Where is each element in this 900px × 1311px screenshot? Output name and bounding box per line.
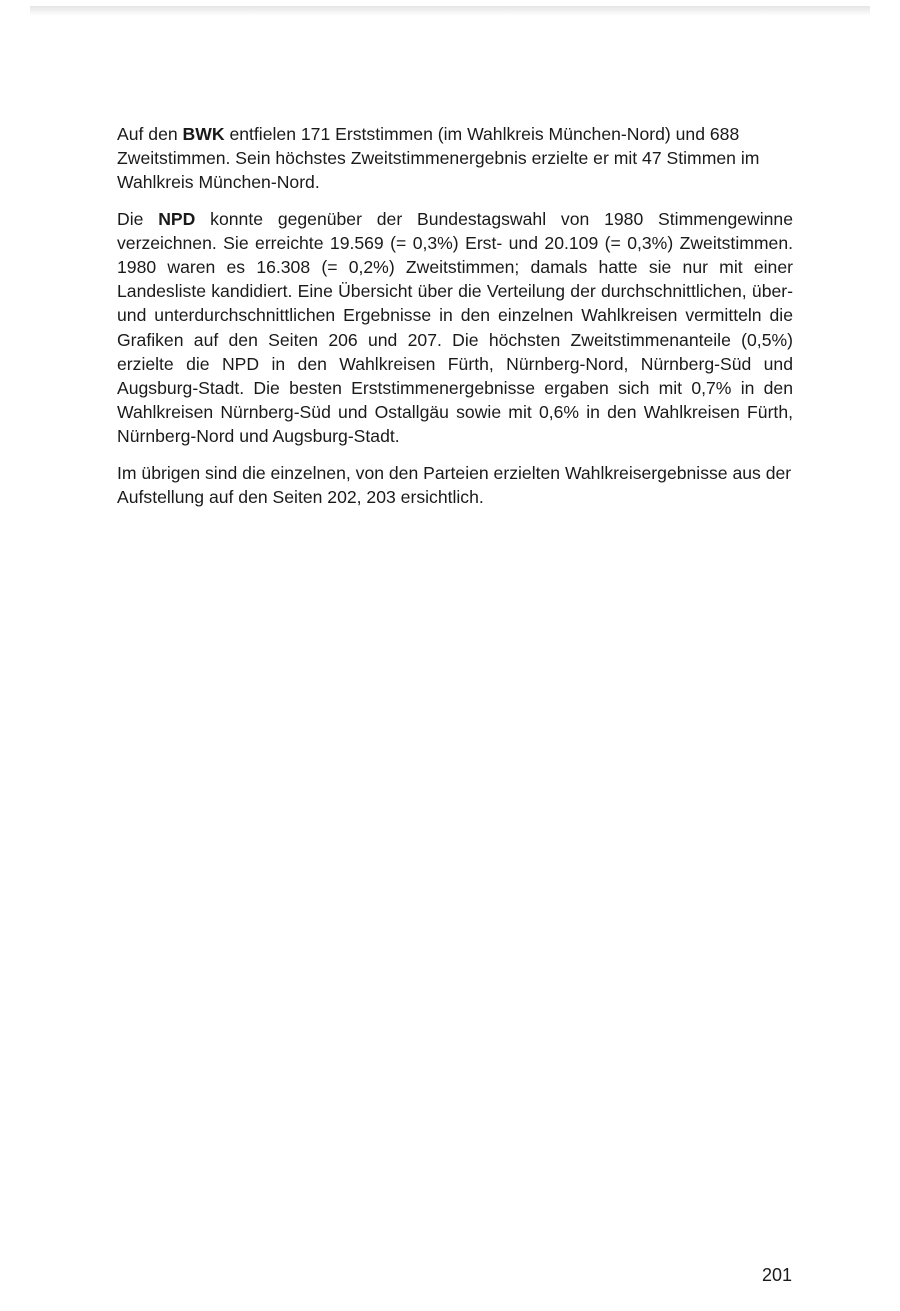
paragraph-npd-lead: Die <box>117 208 159 229</box>
paragraph-bwk <box>117 122 793 195</box>
paragraph-npd-text: konnte gegenüber der Bundestagswahl von 1980 Stimmengewinne verzeichnen. Sie erreichte 19.569 (= 0,3%) Erst- und 20.109 (= 0,3%) Zweitstimmen. 1980 waren es 16.308 (= 0,2%) Zweitstimmen; damals hatte sie nur mit einer Landesliste kandidiert. Eine Übersicht über die Verteilung der durchschnittlichen, über- und unterdurchschnittlichen Ergebnisse in den einzelnen Wahlkreisen vermitteln die Grafiken auf den Seiten 206 und 207. Die höchsten Zweitstimmenanteile (0,5%) erzielte die NPD in den Wahlkreisen Fürth, Nürnberg-Nord, Nürnberg-Süd und Augsburg-Stadt. Die besten Erststimmenergebnisse ergaben sich mit 0,7% in den Wahlkreisen Nürnberg-Süd und Ostallgäu sowie mit 0,6% in den Wahlkreisen Fürth, Nürnberg-Nord und Augsburg-Stadt. <box>117 208 793 447</box>
page-number: 201 <box>761 1265 792 1285</box>
paragraph-bwk-text: entfielen 171 Erststimmen (im Wahlkreis München-Nord) und 688 Zweitstimmen. Sein höchstes Zweitstimmenergebnis erzielte er mit 47 Stimmen im Wahlkreis München-Nord. <box>117 124 760 193</box>
scan-edge-shadow <box>30 6 870 16</box>
paragraph-bwk-lead: Auf den <box>117 124 183 144</box>
party-bwk: BWK <box>182 124 225 144</box>
party-npd: NPD <box>158 208 196 229</box>
paragraph-npd <box>117 207 793 449</box>
body-text <box>117 122 793 521</box>
paragraph-summary: Im übrigen sind die einzelnen, von den Parteien erzielten Wahlkreisergebnisse aus der Aufstellung auf den Seiten 202, 203 ersichtlich. <box>117 462 792 507</box>
